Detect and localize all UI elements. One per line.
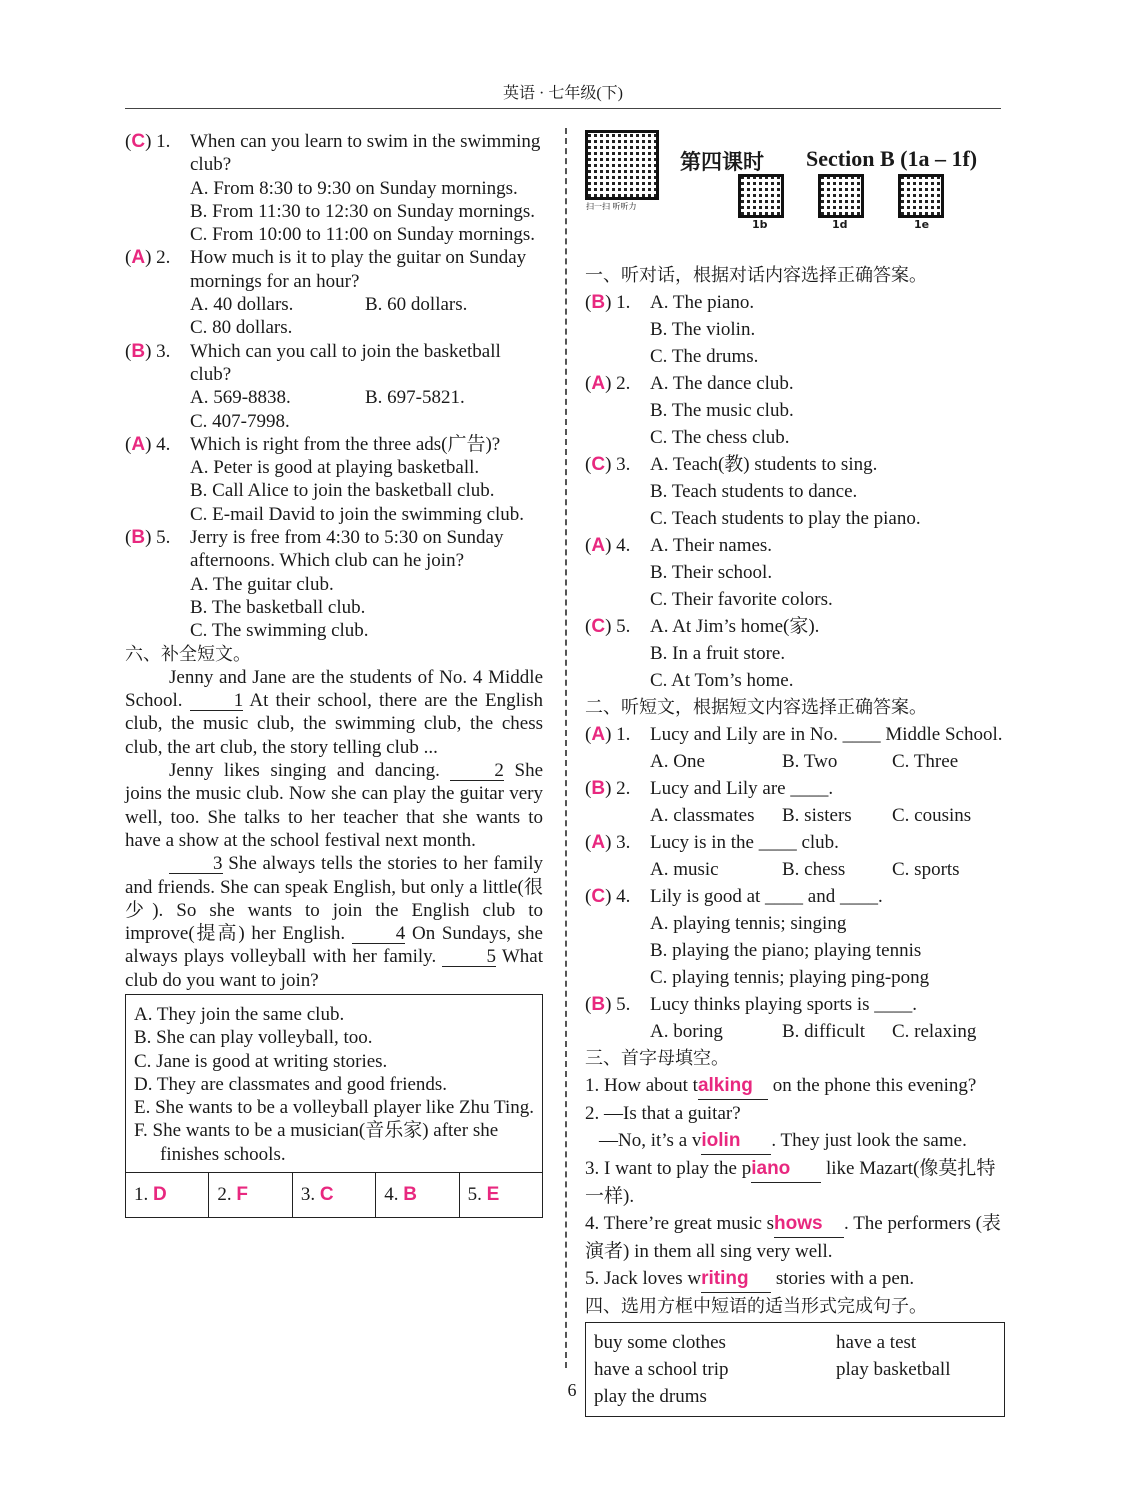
question-item	[585, 451, 1005, 532]
part1-questions	[585, 289, 1005, 694]
fill-answer: iano	[751, 1158, 791, 1179]
passage-text: Jenny likes singing and dancing.	[169, 760, 440, 782]
answer-mark: B	[131, 340, 146, 362]
qr-label: 1e	[914, 218, 930, 231]
answer-mark: A	[591, 535, 606, 556]
part3-title: 三、首字母填空。	[585, 1048, 729, 1069]
question-item	[585, 883, 1005, 991]
answer-mark: B	[403, 1184, 417, 1206]
option: B. 60 dollars.	[365, 294, 468, 316]
answer-mark: E	[486, 1184, 500, 1206]
fill-answer: riting	[701, 1268, 749, 1289]
answer-cell: 2. F	[208, 1173, 291, 1217]
part2-questions	[585, 721, 1005, 1045]
option: A. Their names.	[650, 535, 773, 556]
option-row	[650, 748, 1005, 775]
option-row	[190, 386, 543, 409]
answer-cell: 3. C	[292, 1173, 375, 1217]
fill-item: 4. There’re great music shows . The performers (表演者) in them all sing very well.	[585, 1210, 1005, 1265]
fill-item: —No, it’s a violin . They just look the same.	[585, 1127, 1005, 1155]
phrase-item: buy some clothes	[594, 1332, 726, 1353]
option-row	[650, 856, 1005, 883]
question-number: (C) 1.	[125, 131, 171, 152]
option: B. In a fruit store.	[650, 643, 786, 664]
part4-title: 四、选用方框中短语的适当形式完成句子。	[585, 1296, 927, 1317]
passage-para-3	[125, 852, 543, 992]
section-title: Section B (1a – 1f)	[806, 146, 978, 171]
blank-1: 1	[190, 692, 244, 711]
question-stem: Jerry is free from 4:30 to 5:30 on Sunday afternoons. Which club can he join?	[190, 527, 504, 572]
part2-title: 二、听短文，根据短文内容选择正确答案。	[585, 697, 927, 718]
option: A. Teach(教) students to sing.	[650, 454, 878, 475]
passage-text: At their school, there are the English club, the music club, the swimming club, the chess club, the art club, the story telling club ...	[125, 690, 544, 758]
option: C. sports	[892, 859, 960, 880]
qr-caption: 扫一扫 听听力	[586, 202, 637, 211]
option: A. 40 dollars.	[190, 294, 294, 316]
option: A. playing tennis; singing	[650, 913, 847, 934]
option: C. The chess club.	[650, 427, 790, 448]
option: C. From 10:00 to 11:00 on Sunday mornings.	[190, 224, 536, 246]
option: B. sisters	[782, 805, 852, 826]
option: C. 80 dollars.	[190, 317, 293, 339]
box-option: F. She wants to be a musician(音乐家) after she finishes schools.	[134, 1120, 499, 1165]
question-item	[125, 433, 543, 526]
blank-3: 3	[169, 855, 223, 874]
question-item	[585, 721, 1005, 775]
question-number: (A) 2.	[125, 247, 171, 269]
answer-mark: A	[591, 832, 606, 853]
question-item	[125, 130, 543, 246]
option: B. From 11:30 to 12:30 on Sunday mornings.	[190, 200, 536, 222]
fill-item: 3. I want to play the piano like Mazart(像莫扎特一样).	[585, 1155, 1005, 1210]
passage-text: She joins the music club. Now she can play the guitar very well, too. She talks to her teacher that she wants to have a show at the school festival next month.	[125, 760, 544, 851]
answer-mark: A	[131, 433, 146, 455]
option: A. classmates	[650, 805, 755, 826]
question-item	[585, 370, 1005, 451]
answer-mark: F	[236, 1184, 249, 1206]
fill-item: 1. How about talking on the phone this evening?	[585, 1072, 1005, 1100]
question-item	[585, 613, 1005, 694]
option: C. The swimming club.	[190, 620, 369, 642]
question-number: (C) 5.	[585, 616, 631, 637]
question-item	[125, 246, 543, 339]
answer-mark: A	[591, 724, 606, 745]
answer-cell: 4. B	[375, 1173, 458, 1217]
answer-mark: C	[591, 886, 606, 907]
answer-row	[126, 1172, 542, 1217]
fill-item: 5. Jack loves writing stories with a pen.	[585, 1265, 1005, 1293]
option: C. Three	[892, 751, 959, 772]
option: A. At Jim’s home(家).	[650, 616, 820, 637]
option: C. 407-7998.	[190, 410, 290, 432]
question-number: (A) 2.	[585, 373, 631, 394]
question-number: (B) 5.	[125, 527, 171, 549]
question-stem: Lily is good at ____ and ____.	[650, 886, 883, 907]
option: B. 697-5821.	[365, 387, 465, 409]
option: B. Call Alice to join the basketball club.	[190, 480, 495, 502]
qr-code-icon[interactable]	[818, 174, 864, 218]
lesson-title: 第四课时	[680, 150, 764, 174]
question-item	[585, 775, 1005, 829]
option: A. 569-8838.	[190, 387, 291, 409]
qr-label: 1d	[832, 218, 848, 231]
option: B. The violin.	[650, 319, 756, 340]
option: A. The dance club.	[650, 373, 794, 394]
question-stem: Lucy thinks playing sports is ____.	[650, 994, 918, 1015]
header-rule	[125, 108, 1001, 109]
question-stem: Lucy and Lily are ____.	[650, 778, 834, 799]
phrase-item: have a test	[836, 1332, 917, 1353]
option: C. Their favorite colors.	[650, 589, 833, 610]
question-stem: Which can you call to join the basketball club?	[190, 340, 501, 385]
option: A. From 8:30 to 9:30 on Sunday mornings.	[190, 177, 518, 199]
box-option: A. They join the same club.	[134, 1003, 345, 1025]
answer-mark: C	[591, 616, 606, 637]
answer-mark: C	[591, 454, 606, 475]
fill-blank	[701, 1127, 771, 1155]
part3-items	[585, 1072, 1005, 1293]
option: C. cousins	[892, 805, 972, 826]
option: B. difficult	[782, 1021, 866, 1042]
answer-cell: 5. E	[459, 1173, 542, 1217]
fill-blank	[698, 1072, 768, 1100]
fill-answer: alking	[697, 1075, 753, 1096]
answer-mark: C	[131, 131, 146, 152]
option: A. Peter is good at playing basketball.	[190, 457, 480, 479]
phrase-box	[585, 1322, 1005, 1417]
option-row	[190, 293, 543, 316]
question-item	[125, 526, 543, 642]
passage-para-1	[125, 666, 543, 759]
option: C. At Tom’s home.	[650, 670, 794, 691]
phrase-item: play basketball	[836, 1359, 951, 1380]
option: C. relaxing	[892, 1021, 977, 1042]
passage-text: On Sundays, she always plays volleyball with her family.	[125, 923, 543, 968]
passage-text: She always tells the stories to her family and friends. She can speak English, but only a little(很少). So she wants to join the English club to improve(提高) her English.	[125, 853, 543, 945]
option: B. Teach students to dance.	[650, 481, 858, 502]
question-number: (A) 1.	[585, 724, 631, 745]
qr-label: 1b	[752, 218, 768, 231]
blank-2: 2	[450, 762, 504, 781]
question-item	[125, 340, 543, 433]
fill-item: 2. —Is that a guitar?	[585, 1103, 741, 1124]
passage-text: Jenny and Jane are the students of No. 4 Middle School.	[125, 666, 543, 712]
fill-answer: iolin	[701, 1130, 741, 1151]
option-row	[650, 802, 1005, 829]
option: C. The drums.	[650, 346, 759, 367]
box-option: E. She wants to be a volleyball player like Zhu Ting.	[134, 1097, 535, 1119]
option: B. Two	[782, 751, 838, 772]
option-list	[126, 995, 542, 1172]
option: B. Their school.	[650, 562, 773, 583]
option: A. One	[650, 751, 705, 772]
option: A. boring	[650, 1021, 723, 1042]
page-header: 英语 · 七年级(下)	[503, 85, 623, 102]
option: B. The basketball club.	[190, 596, 366, 618]
blank-5: 5	[442, 948, 496, 967]
reading-questions	[125, 130, 543, 643]
answer-cell: 1. D	[134, 1184, 167, 1206]
part1-title: 一、听对话，根据对话内容选择正确答案。	[585, 265, 927, 286]
column-divider	[565, 128, 567, 1368]
question-number: (A) 3.	[585, 832, 631, 853]
question-number: (A) 4.	[125, 433, 171, 455]
answer-mark: B	[131, 527, 146, 549]
option: A. The guitar club.	[190, 573, 334, 595]
question-number: (C) 3.	[585, 454, 631, 475]
option: B. chess	[782, 859, 846, 880]
question-stem: Lucy is in the ____ club.	[650, 832, 839, 853]
question-item	[585, 991, 1005, 1045]
phrase-item: play the drums	[594, 1386, 707, 1407]
option: B. The music club.	[650, 400, 794, 421]
question-item	[585, 829, 1005, 883]
answer-mark: B	[591, 994, 606, 1015]
fill-answer: hows	[774, 1213, 823, 1234]
option-row	[650, 1018, 1005, 1045]
passage-para-2	[125, 759, 543, 852]
fill-blank	[751, 1155, 821, 1183]
question-number: (B) 5.	[585, 994, 631, 1015]
box-option: D. They are classmates and good friends.	[134, 1073, 448, 1095]
right-column	[585, 262, 1005, 1417]
answer-mark: C	[319, 1184, 334, 1206]
box-option: B. She can play volleyball, too.	[134, 1027, 373, 1049]
option: A. The piano.	[650, 292, 755, 313]
question-number: (B) 1.	[585, 292, 631, 313]
left-column	[125, 130, 543, 1218]
option: C. E-mail David to join the swimming club.	[190, 503, 525, 525]
fill-blank	[774, 1210, 844, 1238]
qr-code-icon[interactable]	[738, 174, 784, 218]
option: C. playing tennis; playing ping-pong	[650, 967, 930, 988]
question-number: (B) 2.	[585, 778, 631, 799]
answer-mark: B	[591, 778, 606, 799]
answer-mark: B	[591, 292, 606, 313]
section6-title: 六、补全短文。	[125, 643, 251, 665]
question-item	[585, 532, 1005, 613]
question-stem: Which is right from the three ads(广告)?	[190, 433, 501, 455]
option-box	[125, 994, 543, 1218]
option: C. Teach students to play the piano.	[650, 508, 921, 529]
page-number: 6	[567, 1380, 577, 1400]
qr-code-icon[interactable]	[585, 130, 659, 200]
question-stem: Lucy and Lily are in No. ____ Middle School.	[650, 724, 1003, 745]
passage-text: What club do you want to join?	[125, 946, 544, 991]
option: B. playing the piano; playing tennis	[650, 940, 922, 961]
answer-mark: D	[153, 1184, 167, 1206]
question-stem: How much is it to play the guitar on Sunday mornings for an hour?	[190, 247, 527, 292]
blank-4: 4	[352, 925, 406, 944]
answer-mark: A	[591, 373, 606, 394]
fill-blank	[701, 1265, 771, 1293]
phrase-item: have a school trip	[594, 1359, 729, 1380]
answer-mark: A	[131, 247, 146, 269]
question-stem: When can you learn to swim in the swimming club?	[190, 131, 541, 176]
qr-code-icon[interactable]	[898, 174, 944, 218]
option: A. music	[650, 859, 719, 880]
question-number: (C) 4.	[585, 886, 631, 907]
box-option: C. Jane is good at writing stories.	[134, 1050, 388, 1072]
question-number: (B) 3.	[125, 340, 171, 362]
question-number: (A) 4.	[585, 535, 631, 556]
question-item	[585, 289, 1005, 370]
